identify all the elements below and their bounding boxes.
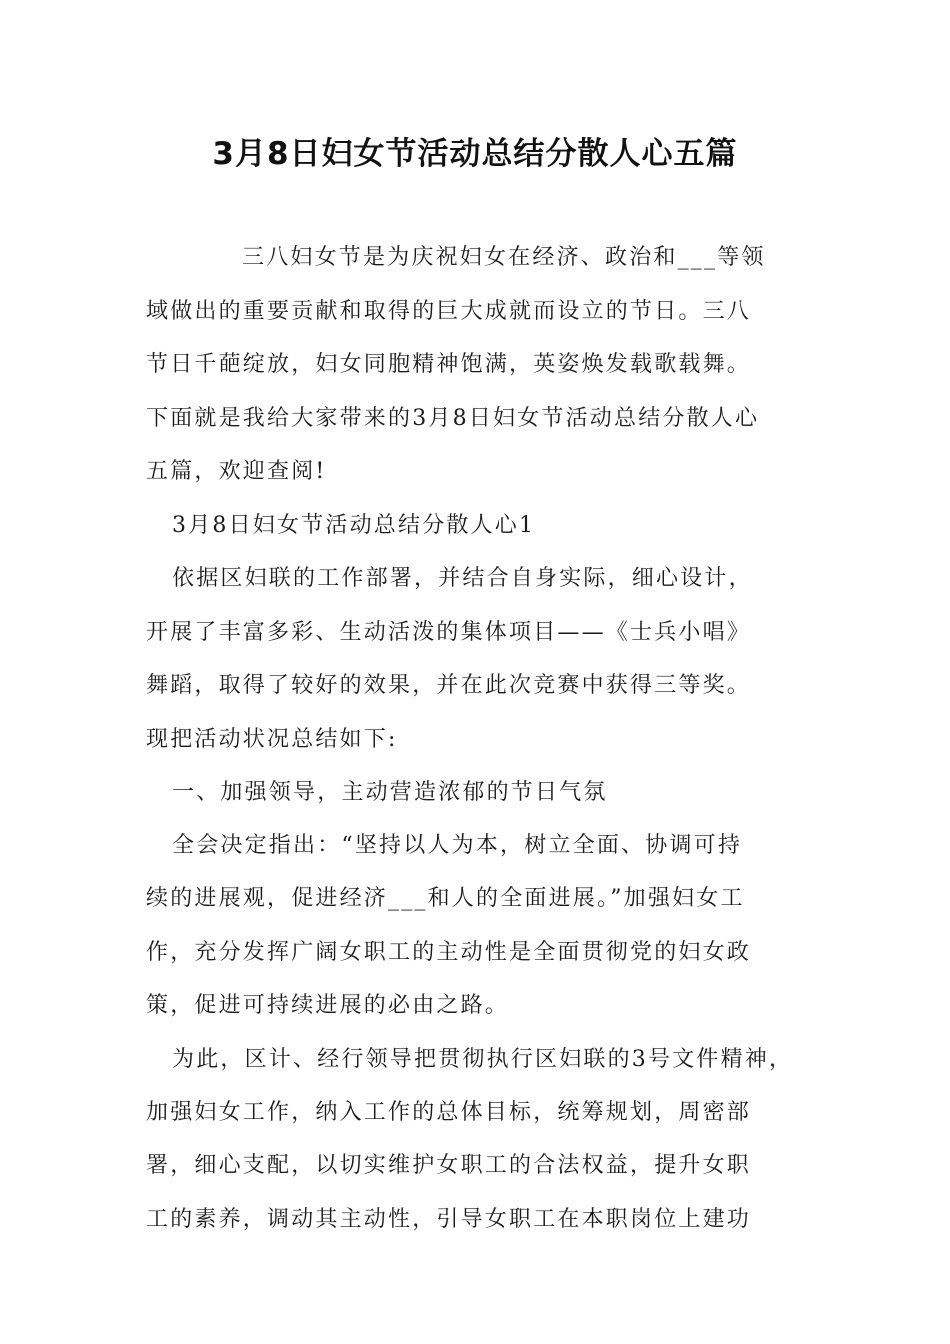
paragraph-line: 节日千葩绽放，妇女同胞精神饱满，英姿焕发载歌载舞。 [146, 352, 752, 377]
paragraph-line: 三八妇女节是为庆祝妇女在经济、政治和___等领 [242, 245, 766, 270]
paragraph-line: 续的进展观，促进经济___和人的全面进展。”加强妇女工 [146, 886, 745, 911]
paragraph-line: 全会决定指出：“坚持以人为本，树立全面、协调可持 [172, 833, 743, 858]
paragraph-line: 现把活动状况总结如下: [146, 727, 398, 752]
paragraph-line: 下面就是我给大家带来的3月8日妇女节活动总结分散人心 [146, 406, 760, 431]
paragraph-line: 署，细心支配，以切实维护女职工的合法权益，提升女职 [146, 1153, 752, 1178]
paragraph-line: 加强妇女工作，纳入工作的总体目标，统筹规划，周密部 [146, 1100, 752, 1125]
paragraph-line: 域做出的重要贡献和取得的巨大成就而设立的节日。三八 [146, 299, 752, 324]
document-title: 3月8日妇女节活动总结分散人心五篇 [212, 136, 738, 172]
paragraph-line: 策，促进可持续进展的必由之路。 [146, 993, 510, 1018]
paragraph-line: 依据区妇联的工作部署，并结合自身实际，细心设计， [172, 566, 753, 591]
paragraph-line: 工的素养，调动其主动性，引导女职工在本职岗位上建功 [146, 1207, 752, 1232]
paragraph-line: 为此，区计、经行领导把贯彻执行区妇联的3号文件精神， [172, 1047, 794, 1072]
paragraph-line: 开展了丰富多彩、生动活泼的集体项目——《士兵小唱》 [146, 620, 752, 645]
paragraph-line: 舞蹈，取得了较好的效果，并在此次竞赛中获得三等奖。 [146, 673, 752, 698]
paragraph-line: 五篇，欢迎查阅! [146, 459, 327, 484]
section-heading: 3月8日妇女节活动总结分散人心1 [172, 513, 536, 538]
section-heading: 一、加强领导，主动营造浓郁的节日气氛 [172, 780, 608, 805]
paragraph-line: 作，充分发挥广阔女职工的主动性是全面贯彻党的妇女政 [146, 940, 752, 965]
